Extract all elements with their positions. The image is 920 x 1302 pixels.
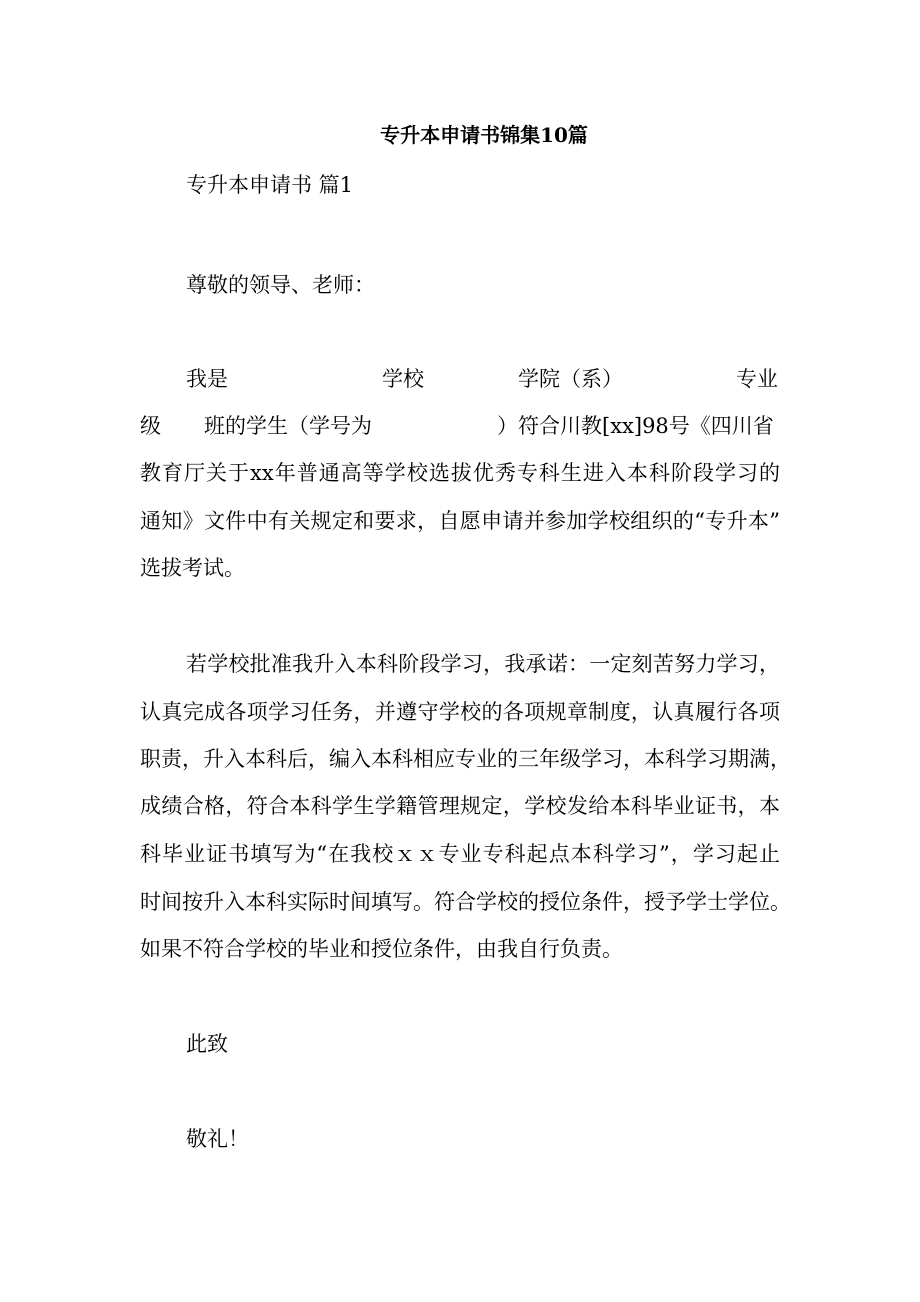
salutation: 尊敬的领导、老师： [186,273,375,297]
form-row2-part3: ）符合川教[xx]98号《四川省 [497,414,774,438]
paragraph2-line: 时间按升入本科实际时间填写。符合学校的授位条件，授予学士学位。 [140,890,791,914]
form-row1-part2: 学校 [382,367,424,391]
document-title: 专升本申请书锦集10篇 [380,123,588,147]
paragraph2-line: 职责，升入本科后，编入本科相应专业的三年级学习，本科学习期满， [140,747,791,771]
closing-1: 此致 [186,1032,228,1056]
paragraph2-line: 若学校批准我升入本科阶段学习，我承诺：一定刻苦努力学习， [186,652,780,676]
paragraph1-line: 教育厅关于xx年普通高等学校选拔优秀专科生进入本科阶段学习的 [140,461,780,485]
closing-2: 敬礼！ [186,1127,249,1151]
form-row2-part1: 级 [140,414,161,438]
form-row1-part1: 我是 [186,367,228,391]
form-row1-part4: 专业 [736,367,778,391]
paragraph2-line: 如果不符合学校的毕业和授位条件，由我自行负责。 [140,937,623,961]
paragraph2-line: 认真完成各项学习任务，并遵守学校的各项规章制度，认真履行各项 [140,700,780,724]
paragraph2-line: 科毕业证书填写为“在我校ｘｘ专业专科起点本科学习”，学习起止 [140,842,780,866]
paragraph1-line: 通知》文件中有关规定和要求，自愿申请并参加学校组织的“专升本” [140,509,780,533]
paragraph2-line: 成绩合格，符合本科学生学籍管理规定，学校发给本科毕业证书，本 [140,794,780,818]
form-row1-part3: 学院（系） [518,367,623,391]
form-row2-part2: 班的学生（学号为 [204,414,372,438]
section-heading: 专升本申请书 篇1 [186,173,354,197]
paragraph1-line: 选拔考试。 [140,556,245,580]
